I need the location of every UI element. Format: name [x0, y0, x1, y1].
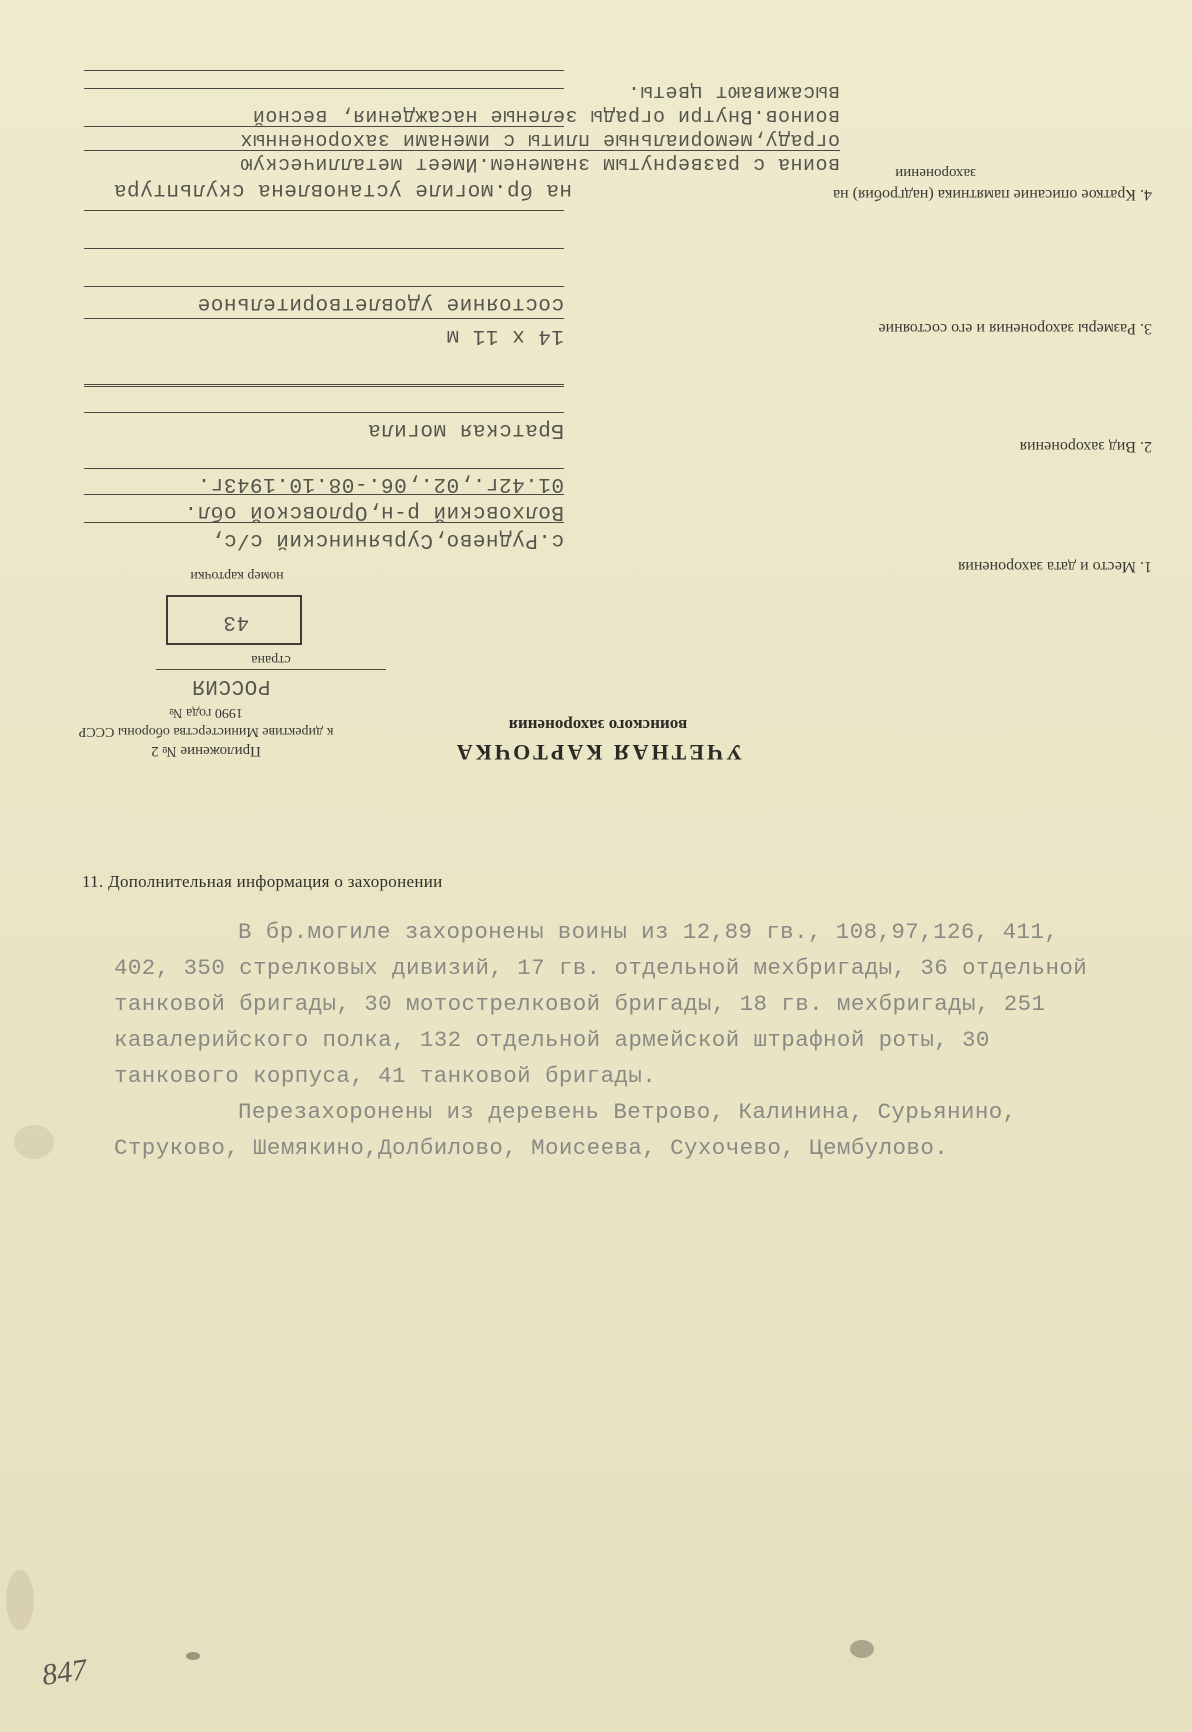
field-3-rule-2: [84, 286, 564, 287]
field-2-rule-2: [84, 386, 564, 387]
appendix-line-2: к директиве Министерства обороны СССР: [78, 724, 334, 739]
country-underline: [156, 669, 386, 670]
field-3-rule-1: [84, 318, 564, 319]
field-4-rule-1: [84, 150, 840, 151]
country-value: РОССИЯ: [191, 674, 271, 697]
field-3-rule-4: [84, 210, 564, 211]
card-number-label: номер карточки: [190, 568, 284, 583]
rotated-card-section: [0, 0, 1192, 815]
field-4-line-1: на бр.могиле установлена скульптура: [113, 178, 572, 201]
field-3-rule-0: [84, 384, 564, 385]
field-3-line-1: 14 х 11 м: [446, 324, 564, 347]
card-number-value: 43: [222, 610, 250, 633]
field-1-line-3: 01.42г.,02.,06.-08.10.1943г.: [197, 472, 564, 495]
field-4-line-3: ограду,мемориальные плиты с именами захороненных: [239, 128, 840, 151]
field-4-rule-2: [84, 126, 564, 127]
appendix-line-3: 1990 года №: [169, 705, 243, 720]
card-subtitle: воинского захоронения: [508, 716, 688, 735]
field-3-label: 3. Размеры захоронения и его состояние: [878, 320, 1152, 337]
field-1-rule-3: [84, 468, 564, 469]
field-4-line-2: воина с развернутым знаменем.Имеет металлическую: [239, 152, 840, 175]
field-1-label: 1. Место и дата захоронения: [957, 558, 1152, 575]
paper-stain: [6, 1570, 34, 1630]
country-label: страна: [251, 652, 291, 667]
field-3-line-2: состояние удовлетворительное: [197, 292, 564, 315]
handwritten-page-number: 847: [39, 1653, 90, 1692]
field-1-line-1: с.Руднево,Сурьянинский с/с,: [210, 528, 564, 551]
paper-stain: [186, 1652, 200, 1660]
field-1-line-2: Волховский р-н,Орловской обл.: [184, 500, 564, 523]
field-3-rule-3: [84, 248, 564, 249]
card-title: УЧЕТНАЯ КАРТОЧКА: [453, 740, 743, 765]
paper-stain: [14, 1125, 54, 1159]
field-2-label: 2. Вид захоронения: [1019, 438, 1152, 455]
additional-info-body: [114, 914, 1104, 1166]
additional-info-heading: 11. Дополнительная информация о захоронении: [82, 872, 443, 891]
additional-info-paragraph-2: Перезахоронены из деревень Ветрово, Калинина, Сурьянино, Струково, Шемякино,Долбилово, Моисеева, Сухочево, Цембулово.: [114, 1099, 1017, 1161]
field-4-label-line-1: 4. Краткое описание памятника (надгробия) на: [832, 186, 1152, 203]
additional-info-paragraph-1: В бр.могиле захоронены воины из 12,89 гв., 108,97,126, 411, 402, 350 стрелковых дивизий, 17 гв. отдельной мехбригады, 36 отдельной танковой бригады, 30 мотострелковой бригады, 18 гв. мехбригады, 251 кавалерийского полка, 132 отдельной армейской штрафной роты, 30 танкового корпуса, 41 танковой бригады.: [114, 919, 1088, 1089]
field-4-line-5: высаживают цветы.: [627, 80, 840, 103]
paper-stain: [850, 1640, 874, 1658]
field-2-rule-1: [84, 412, 564, 413]
field-4-line-4: воинов.Внутри ограды зеленые насаждения, весной: [252, 104, 840, 127]
field-2-value: Братская могила: [367, 418, 564, 441]
field-4-rule-4: [84, 70, 564, 71]
appendix-line-1: Приложение № 2: [151, 743, 261, 759]
field-4-rule-3: [84, 88, 564, 89]
field-4-label-line-2: захоронении: [895, 165, 976, 181]
